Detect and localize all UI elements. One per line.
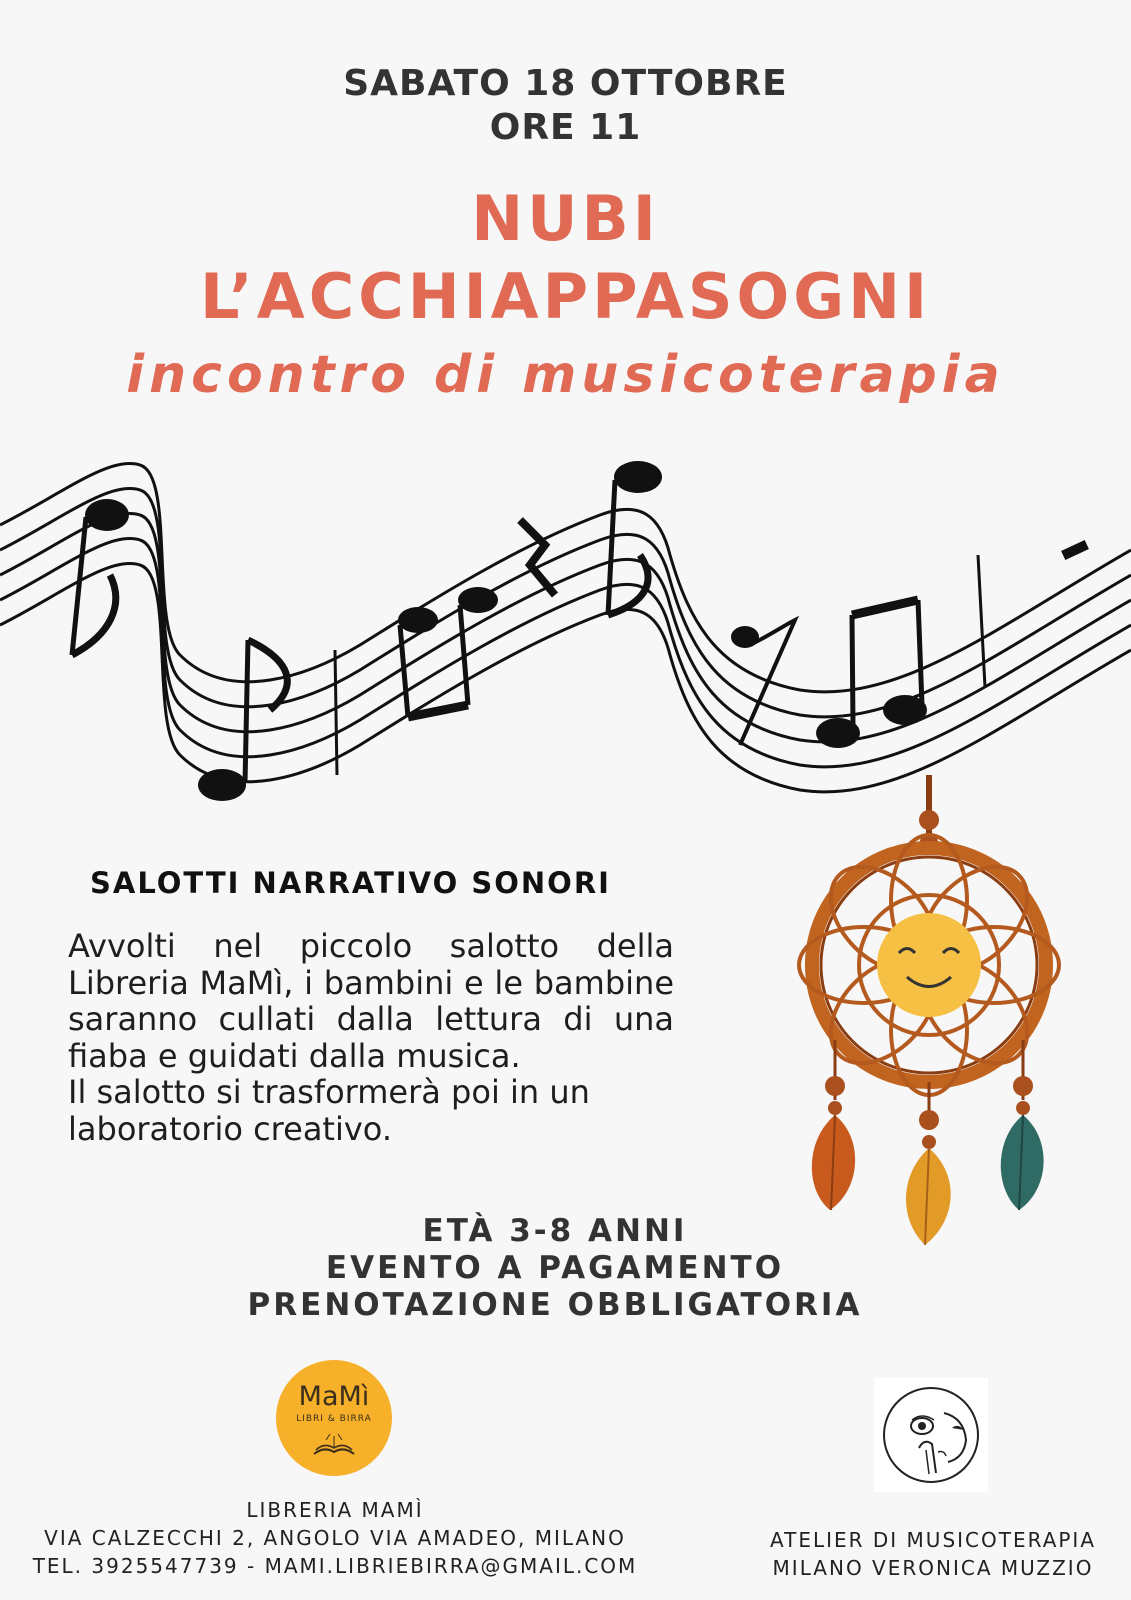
event-subtitle: incontro di musicoterapia	[126, 345, 1005, 405]
event-title-line1: NUBI	[471, 182, 660, 255]
shop-name: LIBRERIA MAMÌ	[246, 1498, 424, 1522]
event-description	[68, 928, 674, 1148]
atelier-logo	[874, 1378, 988, 1492]
atelier-location: MILANO VERONICA MUZZIO	[772, 1556, 1094, 1580]
section-heading: SALOTTI NARRATIVO SONORI	[90, 866, 611, 900]
info-age: ETÀ 3-8 ANNI	[422, 1213, 688, 1249]
open-book-icon	[312, 1432, 356, 1458]
shop-address: VIA CALZECCHI 2, ANGOLO VIA AMADEO, MILANO	[44, 1526, 626, 1550]
mami-logo-name: MaMì	[298, 1381, 370, 1412]
description-paragraph-2: Il salotto si trasformerà poi in un laboratorio creativo.	[68, 1073, 590, 1148]
shop-contact: TEL. 3925547739 - MAMI.LIBRIEBIRRA@GMAIL.COM	[32, 1554, 638, 1578]
description-paragraph-1: Avvolti nel piccolo salotto della Libreria MaMì, i bambini e le bambine saranno cullati dalla lettura di una fiaba e guidati dalla musica.	[68, 927, 674, 1075]
event-title-line2: L’ACCHIAPPASOGNI	[199, 260, 932, 333]
musicotherapy-face-logo-icon	[874, 1378, 988, 1492]
mami-logo	[276, 1360, 392, 1476]
info-booking: PRENOTAZIONE OBBLIGATORIA	[247, 1287, 863, 1323]
mami-logo-subtitle: LIBRI & BIRRA	[296, 1414, 372, 1424]
event-time: ORE 11	[489, 107, 642, 148]
info-paid: EVENTO A PAGAMENTO	[325, 1250, 785, 1286]
atelier-name: ATELIER DI MUSICOTERAPIA	[769, 1528, 1097, 1552]
dreamcatcher-icon	[795, 770, 1075, 1270]
event-date: SABATO 18 OTTOBRE	[343, 63, 788, 104]
